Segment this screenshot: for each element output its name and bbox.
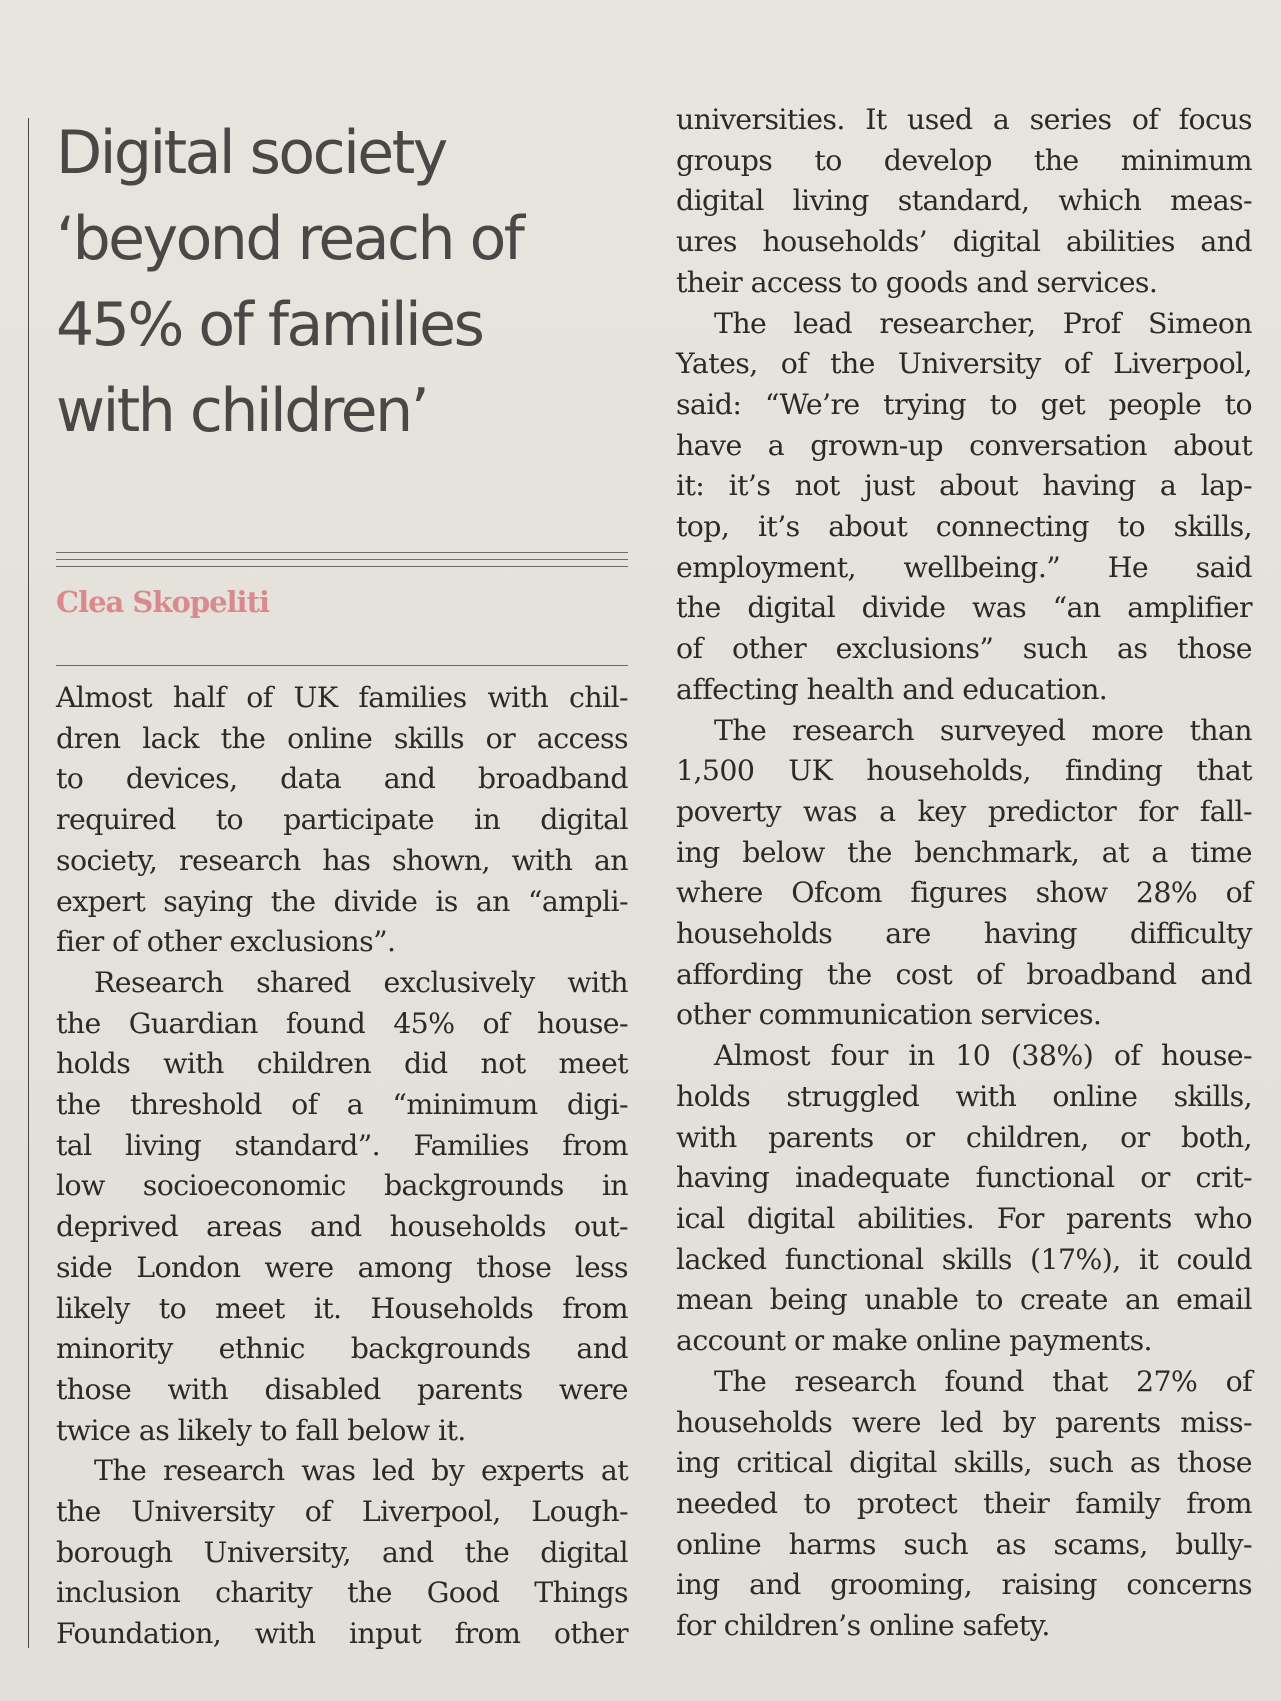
article-line: those with disabled parents were (56, 1372, 628, 1406)
headline-line: ‘beyond reach of (56, 204, 523, 274)
article-line: online harms such as scams, bully- (676, 1527, 1252, 1561)
article-line: ing critical digital skills, such as those (676, 1446, 1252, 1480)
article-line: Almost four in 10 (38%) of house- (714, 1039, 1252, 1073)
article-paragraph (56, 963, 628, 1451)
article-paragraph (676, 100, 1252, 304)
article-line: it: it’s not just about having a lap- (676, 469, 1252, 503)
right-column (676, 100, 1252, 1647)
article-line: the digital divide was “an amplifier (676, 591, 1252, 625)
article-line: twice as likely to fall below it. (56, 1413, 466, 1447)
article-line: deprived areas and households out- (56, 1210, 628, 1244)
article-line: society, research has shown, with an (56, 843, 628, 877)
article-line: other communication services. (676, 998, 1102, 1032)
article-line: top, it’s about connecting to skills, (676, 510, 1252, 544)
article-line: account or make online payments. (676, 1324, 1152, 1358)
article-line: groups to develop the minimum (676, 143, 1252, 177)
article-line: ing below the benchmark, at a time (676, 835, 1252, 869)
article-line: borough University, and the digital (56, 1535, 628, 1569)
article-line: Yates, of the University of Liverpool, (676, 347, 1252, 381)
article-line: dren lack the online skills or access (56, 721, 628, 755)
article-line: lacked functional skills (17%), it could (676, 1242, 1252, 1276)
headline-line: 45% of families (56, 290, 483, 360)
article-line: the Guardian found 45% of house- (56, 1006, 628, 1040)
headline-divider (56, 552, 628, 567)
article-line: poverty was a key predictor for fall- (676, 794, 1252, 828)
article-line: Foundation, with input from other (56, 1617, 628, 1651)
article-line: fier of other exclusions”. (56, 925, 396, 959)
article-paragraph (676, 711, 1252, 1037)
left-column (56, 110, 628, 1655)
article-line: ures households’ digital abilities and (676, 225, 1252, 259)
article-line: Research shared exclusively with (94, 965, 628, 999)
article-line: low socioeconomic backgrounds in (56, 1169, 628, 1203)
article-paragraph (676, 304, 1252, 711)
column-rule (28, 118, 29, 1648)
article-line: with parents or children, or both, (676, 1120, 1252, 1154)
article-line: minority ethnic backgrounds and (56, 1332, 628, 1366)
article-line: universities. It used a series of focus (676, 103, 1252, 136)
article-paragraph (676, 1362, 1252, 1647)
left-body (56, 678, 628, 1655)
right-body (676, 100, 1252, 1647)
article-line: expert saying the divide is an “ampli- (56, 884, 628, 918)
article-paragraph (676, 1036, 1252, 1362)
article-line: the threshold of a “minimum digi- (56, 1088, 628, 1122)
article-line: likely to meet it. Households from (56, 1291, 628, 1325)
article-line: households are having difficulty (676, 917, 1252, 951)
article-line: have a grown-up conversation about (676, 428, 1252, 462)
article-line: required to participate in digital (56, 803, 628, 837)
article-line: inclusion charity the Good Things (56, 1576, 628, 1610)
article-line: The research was led by experts at (94, 1454, 628, 1488)
article-line: needed to protect their family from (676, 1486, 1252, 1520)
article-line: their access to goods and services. (676, 265, 1158, 299)
headline-line: Digital society (56, 118, 446, 188)
article-line: having inadequate functional or crit- (676, 1161, 1252, 1195)
article-line: digital living standard, which meas- (676, 184, 1252, 218)
article-line: where Ofcom figures show 28% of (676, 876, 1252, 910)
byline-divider (56, 665, 628, 666)
article-line: of other exclusions” such as those (676, 632, 1252, 666)
article-line: said: “We’re trying to get people to (676, 387, 1252, 421)
headline-line: with children’ (56, 376, 428, 446)
article-line: mean being unable to create an email (676, 1283, 1252, 1317)
article-line: for children’s online safety. (676, 1609, 1050, 1643)
article-line: employment, wellbeing.” He said (676, 550, 1252, 584)
headline (56, 110, 628, 454)
article-line: Almost half of UK families with chil- (56, 681, 628, 714)
article-line: the University of Liverpool, Lough- (56, 1495, 628, 1529)
article-line: affording the cost of broadband and (676, 957, 1252, 991)
byline: Clea Skopeliti (56, 585, 269, 619)
article-line: 1,500 UK households, finding that (676, 754, 1252, 788)
article-line: households were led by parents miss- (676, 1405, 1252, 1439)
article-paragraph (56, 1451, 628, 1655)
article-line: tal living standard”. Families from (56, 1128, 628, 1162)
article-line: The lead researcher, Prof Simeon (714, 306, 1252, 340)
article-line: The research found that 27% of (714, 1364, 1252, 1398)
article-line: holds struggled with online skills, (676, 1079, 1252, 1113)
article-line: side London were among those less (56, 1250, 628, 1284)
article-line: ing and grooming, raising concerns (676, 1568, 1252, 1602)
article-line: ical digital abilities. For parents who (676, 1201, 1252, 1235)
article-line: The research surveyed more than (714, 713, 1252, 747)
article-paragraph (56, 678, 628, 963)
article-line: to devices, data and broadband (56, 762, 628, 796)
article-line: holds with children did not meet (56, 1047, 628, 1081)
article-line: affecting health and education. (676, 672, 1108, 706)
